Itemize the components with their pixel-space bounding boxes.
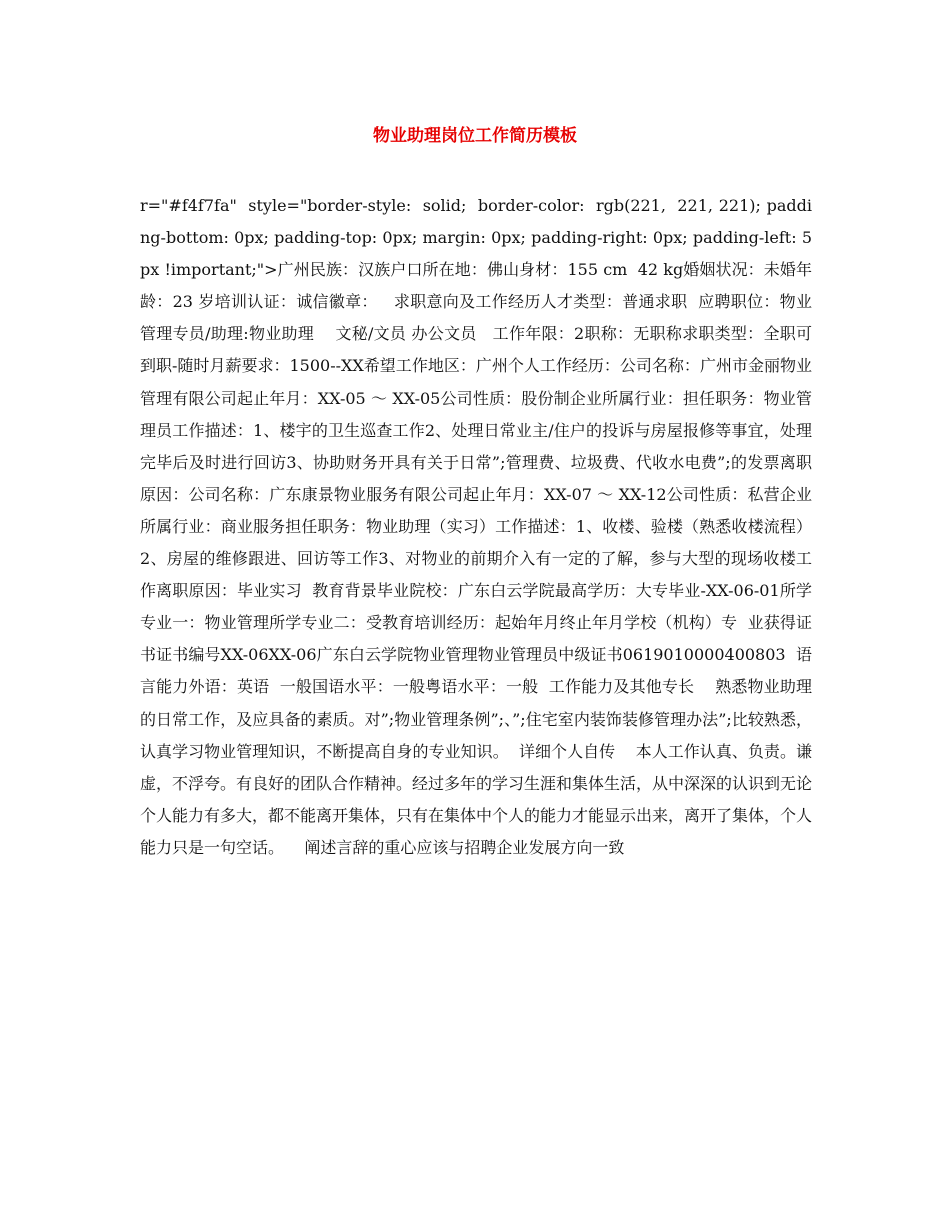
document-title: 物业助理岗位工作简历模板 — [373, 126, 577, 146]
document-body: r="#f4f7fa" style="border-style: solid; border-color: rgb(221, 221, 221); padding-bottom: 0px; padding-top: 0px; margin: 0px; padding-right: 0px; padding-left: 5px !important;">广州民族：汉族户口所在地：佛山身材：155 cm 42 kg婚姻状况：未婚年龄：23 岁培训认证：诚信徽章： 求职意向及工作经历人才类型：普通求职 应聘职位：物业管理专员/助理:物业助理 文秘/文员 办公文员 工作年限：2职称：无职称求职类型：全职可到职-随时月薪要求：1500--XX希望工作地区：广州个人工作经历：公司名称：广州市金丽物业管理有限公司起止年月：XX-05 ～ XX-05公司性质：股份制企业所属行业：担任职务：物业管理员工作描述：1、楼宇的卫生巡查工作2、处理日常业主/住户的投诉与房屋报修等事宜，处理完毕后及时进行回访3、协助财务开具有关于日常”;管理费、垃圾费、代收水电费”;的发票离职原因：公司名称：广东康景物业服务有限公司起止年月：XX-07 ～ XX-12公司性质：私营企业所属行业：商业服务担任职务：物业助理（实习）工作描述：1、收楼、验楼（熟悉收楼流程）2、房屋的维修跟进、回访等工作3、对物业的前期介入有一定的了解，参与大型的现场收楼工作离职原因：毕业实习 教育背景毕业院校：广东白云学院最高学历：大专毕业-XX-06-01所学专业一：物业管理所学专业二：受教育培训经历：起始年月终止年月学校（机构）专 业获得证书证书编号XX-06XX-06广东白云学院物业管理物业管理员中级证书0619010000400803 语言能力外语：英语 一般国语水平：一般粤语水平：一般 工作能力及其他专长 熟悉物业助理的日常工作，及应具备的素质。对”;物业管理条例”;、”;住宅室内装饰装修管理办法”;比较熟悉，认真学习物业管理知识，不断提高自身的专业知识。 详细个人自传 本人工作认真、负责。谦虚，不浮夸。有良好的团队合作精神。经过多年的学习生涯和集体生活，从中深深的认识到无论个人能力有多大，都不能离开集体，只有在集体中个人的能力才能显示出来，离开了集体，个人能力只是一句空话。 阐述言辞的重心应该与招聘企业发展方向一致 — [140, 196, 813, 857]
